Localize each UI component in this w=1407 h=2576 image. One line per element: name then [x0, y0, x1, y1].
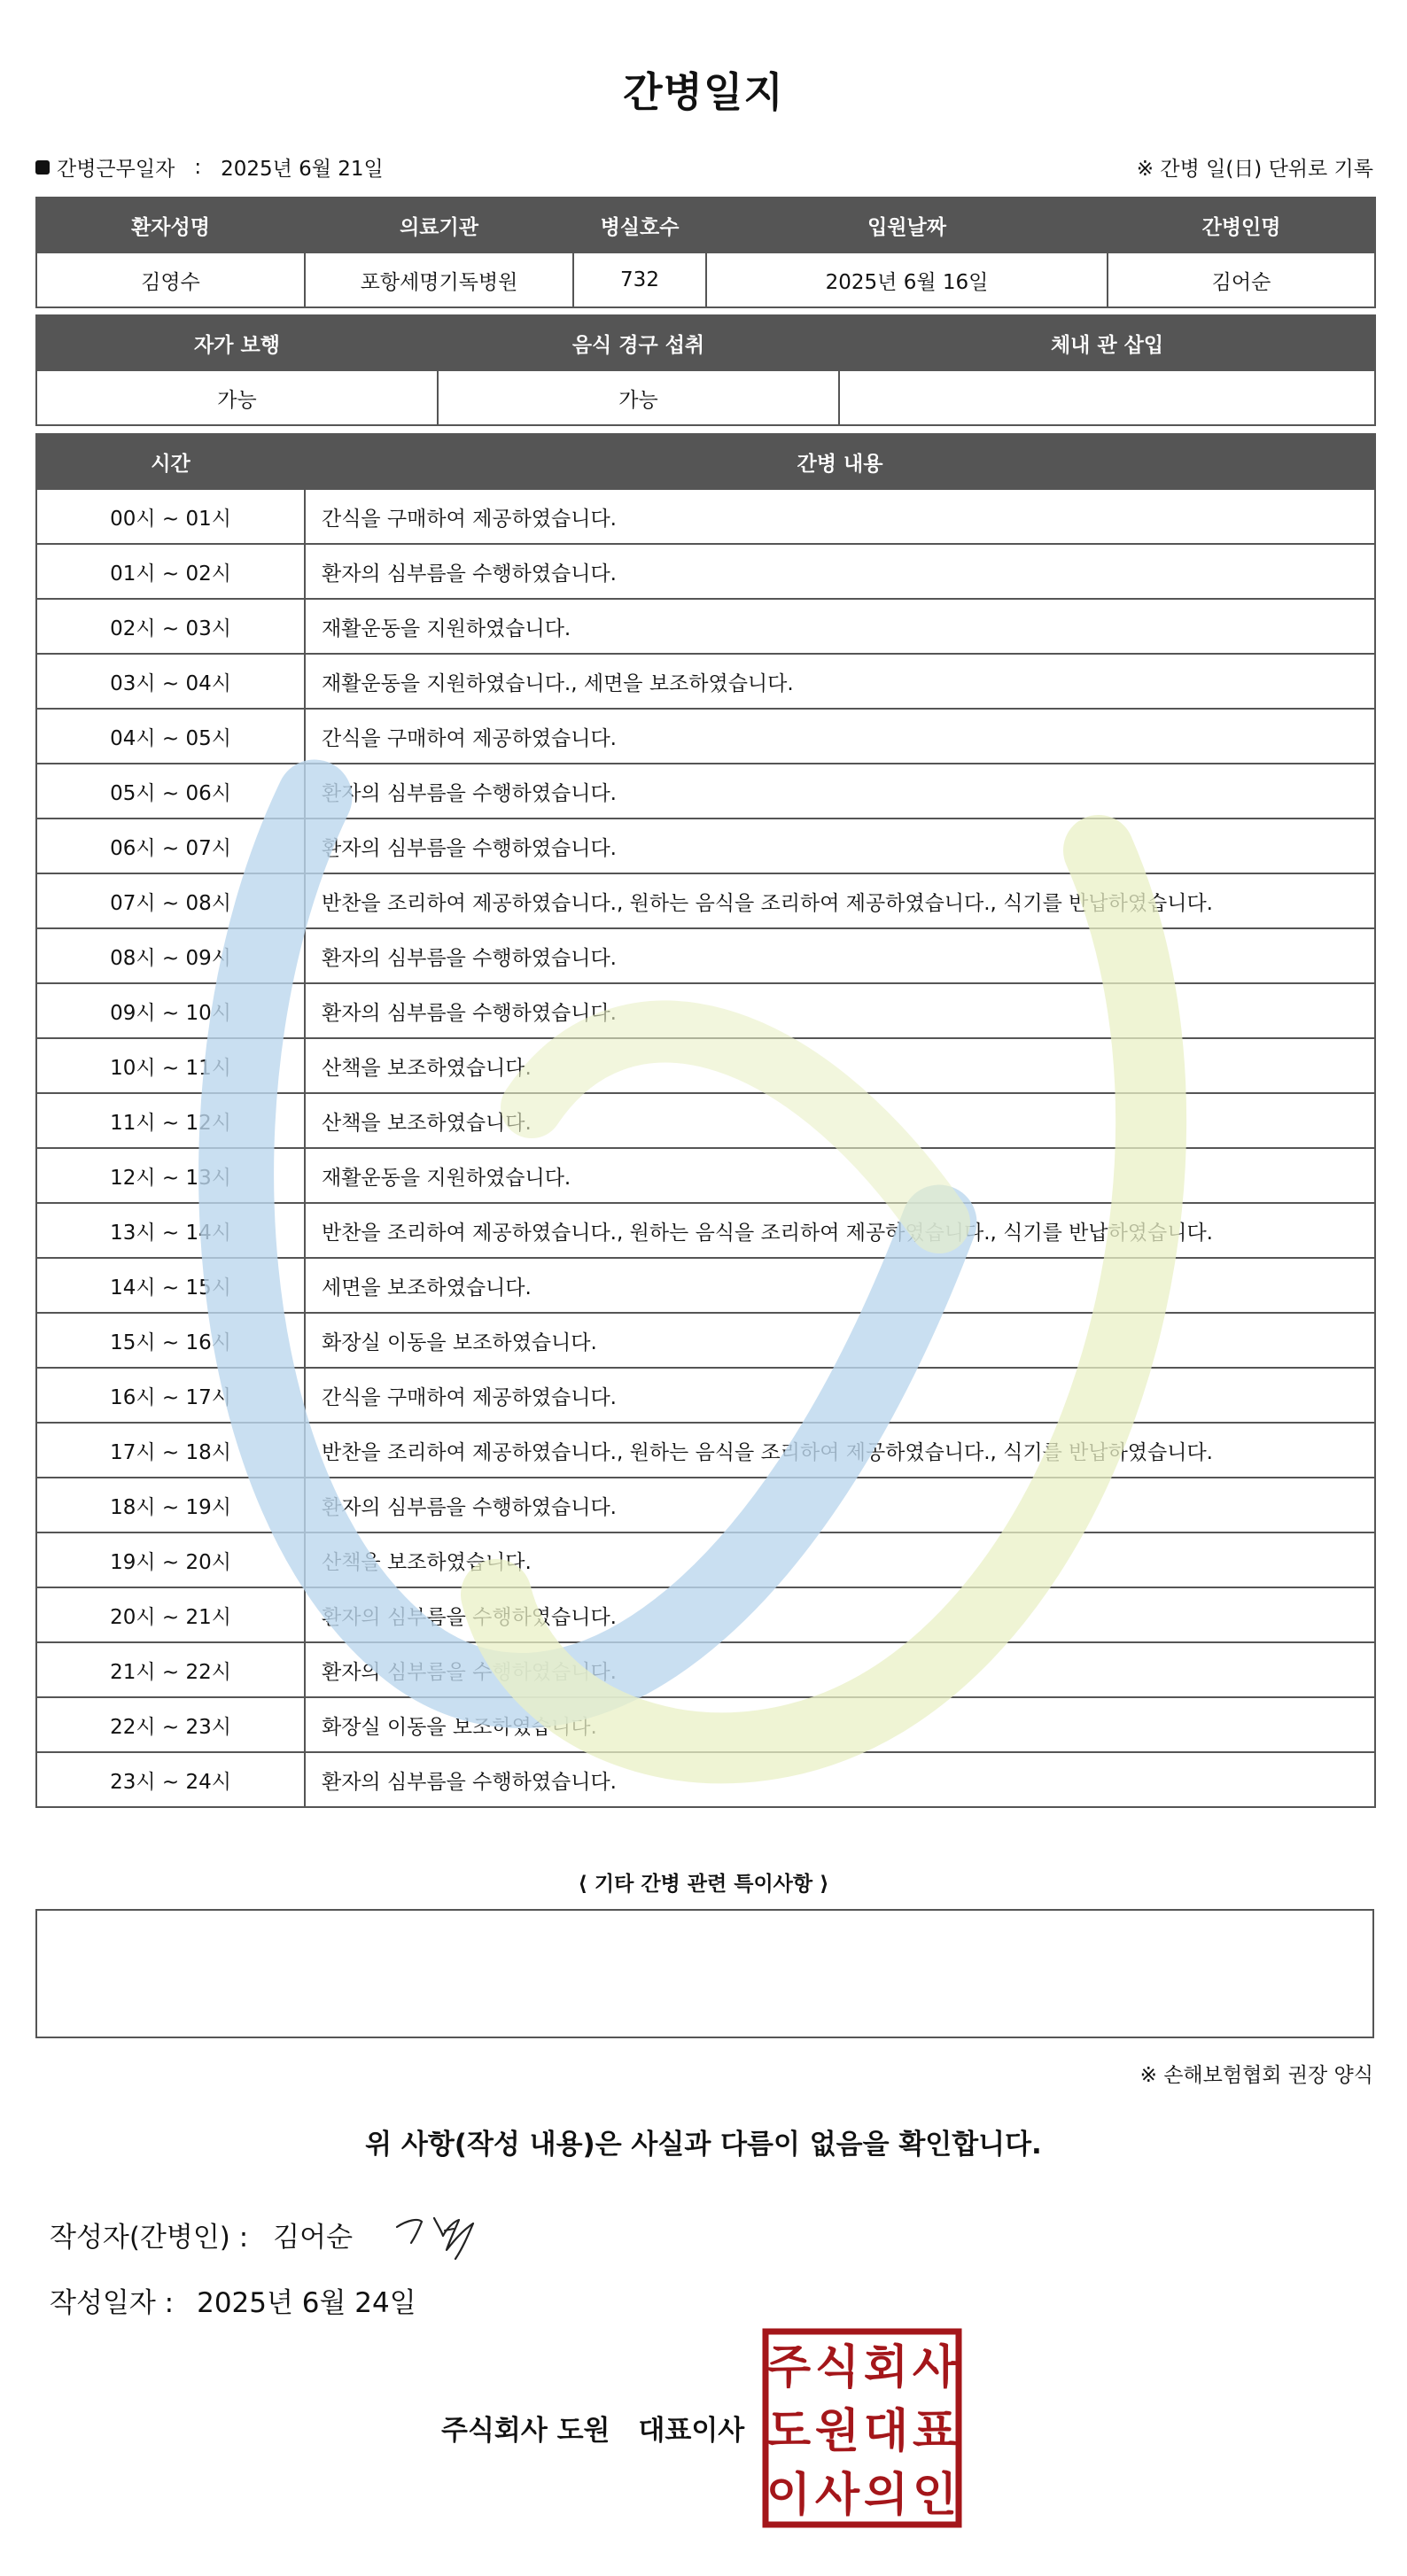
patient-status-header-row	[36, 315, 1375, 370]
care-log-row	[36, 1368, 1375, 1423]
care-log-time: 05시 ~ 06시	[36, 764, 305, 819]
recommendation-note: ※ 손해보험협회 권장 양식	[1139, 2064, 1373, 2087]
seal-character: 표	[912, 2405, 958, 2458]
header-room-number: 병실호수	[573, 198, 706, 252]
care-log-time: 12시 ~ 13시	[36, 1148, 305, 1203]
care-log-content: 환자의 심부름을 수행하였습니다.	[305, 819, 1375, 873]
seal-character: 이	[766, 2469, 812, 2522]
care-log-row	[36, 654, 1375, 709]
work-date-separator: :	[194, 155, 202, 179]
care-log-content: 반찬을 조리하여 제공하였습니다., 원하는 음식을 조리하여 제공하였습니다., 식기를 반납하였습니다.	[305, 1203, 1375, 1258]
seal-character: 식	[814, 2341, 860, 2394]
care-log-time: 10시 ~ 11시	[36, 1038, 305, 1093]
care-log-row	[36, 1423, 1375, 1478]
care-log-content: 환자의 심부름을 수행하였습니다.	[305, 983, 1375, 1038]
care-log-time: 04시 ~ 05시	[36, 709, 305, 764]
seal-character: 사	[814, 2469, 860, 2522]
care-log-content: 환자의 심부름을 수행하였습니다.	[305, 1587, 1375, 1642]
care-log-time: 14시 ~ 15시	[36, 1258, 305, 1313]
care-log-content: 화장실 이동을 보조하였습니다.	[305, 1697, 1375, 1752]
care-log-table	[35, 433, 1376, 1808]
care-log-row	[36, 1313, 1375, 1368]
care-log-time: 21시 ~ 22시	[36, 1642, 305, 1697]
patient-status-table	[35, 314, 1376, 426]
care-log-content: 환자의 심부름을 수행하였습니다.	[305, 544, 1375, 599]
care-log-row	[36, 1532, 1375, 1587]
care-log-content: 환자의 심부름을 수행하였습니다.	[305, 1642, 1375, 1697]
care-log-row	[36, 1478, 1375, 1532]
patient-status-value-row	[36, 370, 1375, 425]
care-log-content: 환자의 심부름을 수행하였습니다.	[305, 764, 1375, 819]
patient-name-value: 김영수	[36, 252, 305, 307]
care-log-row	[36, 928, 1375, 983]
care-log-time: 01시 ~ 02시	[36, 544, 305, 599]
unit-notice: ※ 간병 일(日) 단위로 기록	[1136, 158, 1373, 181]
care-log-row	[36, 709, 1375, 764]
hospital-value: 포항세명기독병원	[305, 252, 573, 307]
work-date-value: 2025년 6월 21일	[221, 158, 384, 181]
room-number-value: 732	[573, 252, 706, 307]
bullet-square-icon	[35, 160, 50, 175]
self-walking-value: 가능	[36, 370, 438, 425]
seal-character: 사	[912, 2341, 958, 2394]
care-log-time: 11시 ~ 12시	[36, 1093, 305, 1148]
care-log-content: 재활운동을 지원하였습니다.	[305, 1148, 1375, 1203]
care-log-row	[36, 873, 1375, 928]
header-caregiver-name: 간병인명	[1108, 198, 1375, 252]
tube-insertion-value	[839, 370, 1375, 425]
care-log-content: 산책을 보조하였습니다.	[305, 1093, 1375, 1148]
header-admission-date: 입원날짜	[706, 198, 1108, 252]
seal-character: 도	[766, 2405, 812, 2458]
patient-info-header-row	[36, 198, 1375, 252]
care-log-content: 화장실 이동을 보조하였습니다.	[305, 1313, 1375, 1368]
confirmation-statement: 위 사항(작성 내용)은 사실과 다름이 없음을 확인합니다.	[365, 2129, 1042, 2161]
care-log-content: 재활운동을 지원하였습니다., 세면을 보조하였습니다.	[305, 654, 1375, 709]
care-log-row	[36, 1148, 1375, 1203]
care-log-content: 산책을 보조하였습니다.	[305, 1038, 1375, 1093]
care-log-row	[36, 764, 1375, 819]
care-log-row	[36, 1258, 1375, 1313]
care-log-row	[36, 1587, 1375, 1642]
care-log-time: 03시 ~ 04시	[36, 654, 305, 709]
care-log-header-row	[36, 434, 1375, 489]
care-log-content: 산책을 보조하였습니다.	[305, 1532, 1375, 1587]
write-date-label: 작성일자 :	[50, 2287, 175, 2319]
care-log-time: 17시 ~ 18시	[36, 1423, 305, 1478]
care-log-content: 반찬을 조리하여 제공하였습니다., 원하는 음식을 조리하여 제공하였습니다., 식기를 반납하였습니다.	[305, 1423, 1375, 1478]
header-care-content: 간병 내용	[305, 434, 1375, 489]
caregiver-name-value: 김어순	[1108, 252, 1375, 307]
care-log-row	[36, 1203, 1375, 1258]
care-log-row	[36, 1038, 1375, 1093]
care-log-time: 00시 ~ 01시	[36, 489, 305, 544]
care-log-time: 13시 ~ 14시	[36, 1203, 305, 1258]
care-log-row	[36, 819, 1375, 873]
work-date-line	[35, 152, 384, 182]
document-title: 간병일지	[623, 68, 784, 116]
care-log-content: 간식을 구매하여 제공하였습니다.	[305, 489, 1375, 544]
header-tube-insertion: 체내 관 삽입	[839, 315, 1375, 370]
care-log-content: 환자의 심부름을 수행하였습니다.	[305, 1478, 1375, 1532]
handwritten-signature	[392, 2204, 507, 2266]
care-log-time: 18시 ~ 19시	[36, 1478, 305, 1532]
header-patient-name: 환자성명	[36, 198, 305, 252]
care-log-time: 19시 ~ 20시	[36, 1532, 305, 1587]
care-log-time: 20시 ~ 21시	[36, 1587, 305, 1642]
representative-title: 대표이사	[638, 2415, 745, 2447]
special-notes-caption: ⟨ 기타 간병 관련 특이사항 ⟩	[578, 1873, 829, 1896]
seal-character: 주	[766, 2341, 812, 2394]
care-log-time: 06시 ~ 07시	[36, 819, 305, 873]
patient-info-table	[35, 197, 1376, 308]
care-log-time: 22시 ~ 23시	[36, 1697, 305, 1752]
header-oral-intake: 음식 경구 섭취	[438, 315, 839, 370]
care-log-content: 환자의 심부름을 수행하였습니다.	[305, 1752, 1375, 1807]
company-name: 주식회사 도원	[441, 2415, 610, 2447]
care-log-time: 16시 ~ 17시	[36, 1368, 305, 1423]
write-date-value: 2025년 6월 24일	[197, 2287, 416, 2319]
care-log-row	[36, 1752, 1375, 1807]
admission-date-value: 2025년 6월 16일	[706, 252, 1108, 307]
care-log-content: 반찬을 조리하여 제공하였습니다., 원하는 음식을 조리하여 제공하였습니다., 식기를 반납하였습니다.	[305, 873, 1375, 928]
writer-name: 김어순	[273, 2222, 354, 2254]
care-log-row	[36, 983, 1375, 1038]
header-self-walking: 자가 보행	[36, 315, 438, 370]
care-log-content: 간식을 구매하여 제공하였습니다.	[305, 1368, 1375, 1423]
seal-character: 회	[863, 2341, 909, 2394]
care-log-content: 세면을 보조하였습니다.	[305, 1258, 1375, 1313]
work-date-label: 간병근무일자	[57, 158, 175, 181]
care-log-time: 23시 ~ 24시	[36, 1752, 305, 1807]
seal-character: 인	[912, 2469, 958, 2522]
writer-line	[50, 2215, 353, 2254]
patient-info-value-row	[36, 252, 1375, 307]
care-log-row	[36, 599, 1375, 654]
care-log-content: 간식을 구매하여 제공하였습니다.	[305, 709, 1375, 764]
care-log-time: 08시 ~ 09시	[36, 928, 305, 983]
header-time: 시간	[36, 434, 305, 489]
company-seal-stamp	[762, 2328, 962, 2528]
care-log-row	[36, 1642, 1375, 1697]
special-notes-box	[35, 1909, 1374, 2038]
writer-label: 작성자(간병인) :	[50, 2222, 249, 2254]
care-log-row	[36, 1093, 1375, 1148]
seal-character: 원	[814, 2405, 860, 2458]
write-date-line	[50, 2280, 416, 2320]
header-hospital: 의료기관	[305, 198, 573, 252]
care-log-time: 07시 ~ 08시	[36, 873, 305, 928]
care-log-row	[36, 1697, 1375, 1752]
seal-character: 의	[863, 2469, 909, 2522]
care-log-content: 재활운동을 지원하였습니다.	[305, 599, 1375, 654]
care-log-time: 15시 ~ 16시	[36, 1313, 305, 1368]
care-log-row	[36, 489, 1375, 544]
care-log-row	[36, 544, 1375, 599]
oral-intake-value: 가능	[438, 370, 839, 425]
seal-character: 대	[863, 2405, 909, 2458]
care-log-time: 02시 ~ 03시	[36, 599, 305, 654]
care-log-content: 환자의 심부름을 수행하였습니다.	[305, 928, 1375, 983]
company-line	[441, 2408, 744, 2448]
care-log-time: 09시 ~ 10시	[36, 983, 305, 1038]
